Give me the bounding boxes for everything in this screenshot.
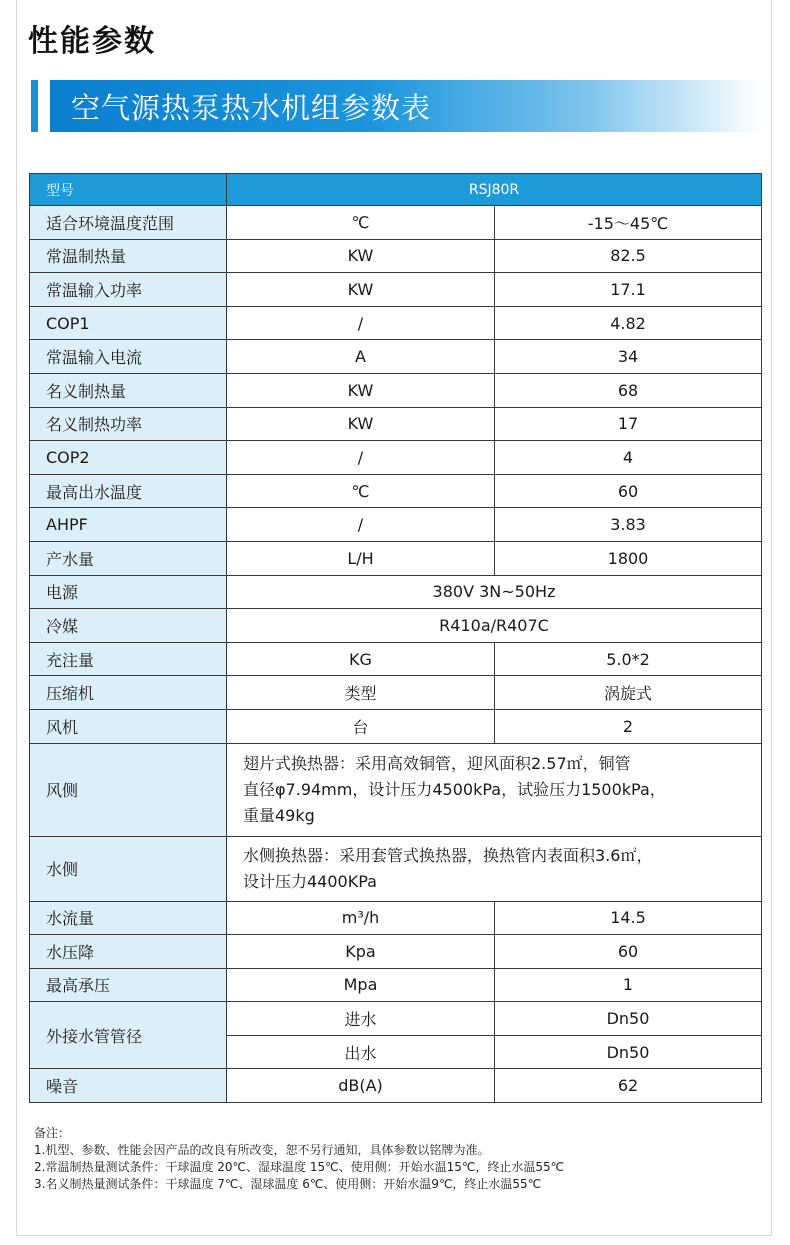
- row-label: 噪音: [30, 1069, 227, 1103]
- row-label: 最高出水温度: [30, 474, 227, 508]
- description-line: 重量49kg: [243, 805, 315, 825]
- row-label: 常温输入电流: [30, 340, 227, 374]
- table-row-water-side: [30, 836, 762, 901]
- row-value: 4: [495, 441, 762, 475]
- row-unit: 进水: [227, 1002, 495, 1036]
- row-unit: KW: [227, 373, 495, 407]
- table-row-air-side: [30, 743, 762, 836]
- row-unit: 类型: [227, 676, 495, 710]
- air-side-description: [227, 743, 762, 836]
- table-row: [30, 306, 762, 340]
- table-row-charge: [30, 642, 762, 676]
- row-value: 涡旋式: [495, 676, 762, 710]
- table-row: [30, 901, 762, 935]
- row-unit: KW: [227, 239, 495, 273]
- row-value: 34: [495, 340, 762, 374]
- row-value: 380V 3N~50Hz: [227, 575, 762, 609]
- row-label: 水侧: [30, 836, 227, 901]
- row-label: COP2: [30, 441, 227, 475]
- table-row-refrigerant: [30, 609, 762, 643]
- row-label: 外接水管管径: [30, 1002, 227, 1069]
- header-model-value: RSJ80R: [227, 174, 762, 206]
- table-row: [30, 508, 762, 542]
- row-value: 3.83: [495, 508, 762, 542]
- row-unit: KW: [227, 407, 495, 441]
- row-unit: L/H: [227, 541, 495, 575]
- notes-title: 备注：: [34, 1126, 71, 1140]
- footnotes: [34, 1125, 564, 1193]
- row-label: 常温制热量: [30, 239, 227, 273]
- description-line: 水侧换热器：采用套管式换热器，换热管内表面积3.6㎡，: [243, 845, 653, 865]
- row-value: 1800: [495, 541, 762, 575]
- row-unit: ℃: [227, 474, 495, 508]
- table-banner: [31, 80, 761, 132]
- note-item: 1.机型、参数、性能会因产品的改良有所改变，恕不另行通知，具体参数以铭牌为准。: [34, 1143, 490, 1157]
- row-label: 适合环境温度范围: [30, 206, 227, 240]
- note-item: 3.名义制热量测试条件：干球温度 7℃、湿球温度 6℃、使用侧：开始水温9℃，终止水温55℃: [34, 1177, 542, 1191]
- banner-accent-bar: [31, 80, 38, 132]
- row-value: 14.5: [495, 901, 762, 935]
- row-label: 常温输入功率: [30, 273, 227, 307]
- row-unit: 出水: [227, 1035, 495, 1069]
- water-side-description: [227, 836, 762, 901]
- row-unit: dB(A): [227, 1069, 495, 1103]
- row-value: Dn50: [495, 1035, 762, 1069]
- row-label: 充注量: [30, 642, 227, 676]
- row-unit: /: [227, 508, 495, 542]
- row-value: 62: [495, 1069, 762, 1103]
- table-row-fan: [30, 709, 762, 743]
- row-unit: /: [227, 441, 495, 475]
- table-row-noise: [30, 1069, 762, 1103]
- row-label: 冷媒: [30, 609, 227, 643]
- row-label: AHPF: [30, 508, 227, 542]
- row-label: 名义制热功率: [30, 407, 227, 441]
- table-row: [30, 340, 762, 374]
- description-line: 翅片式换热器：采用高效铜管，迎风面积2.57㎡，铜管: [243, 753, 631, 773]
- table-header-row: [30, 174, 762, 206]
- row-value: 60: [495, 474, 762, 508]
- row-value: 17: [495, 407, 762, 441]
- row-value: Dn50: [495, 1002, 762, 1036]
- spec-table: [29, 173, 762, 1103]
- row-label: 电源: [30, 575, 227, 609]
- table-row: [30, 441, 762, 475]
- row-unit: Kpa: [227, 935, 495, 969]
- row-label: 压缩机: [30, 676, 227, 710]
- table-row: [30, 373, 762, 407]
- row-label: 名义制热量: [30, 373, 227, 407]
- table-row: [30, 541, 762, 575]
- row-value: 68: [495, 373, 762, 407]
- row-unit: m³/h: [227, 901, 495, 935]
- row-label: 最高承压: [30, 968, 227, 1002]
- row-unit: 台: [227, 709, 495, 743]
- table-row-compressor: [30, 676, 762, 710]
- table-row-power: [30, 575, 762, 609]
- row-value: -15～45℃: [495, 206, 762, 240]
- note-item: 2.常温制热量测试条件：干球温度 20℃、湿球温度 15℃、使用侧：开始水温15℃，终止水温55℃: [34, 1160, 565, 1174]
- row-value: 1: [495, 968, 762, 1002]
- table-row: [30, 206, 762, 240]
- row-value: R410a/R407C: [227, 609, 762, 643]
- row-unit: ℃: [227, 206, 495, 240]
- row-label: 风机: [30, 709, 227, 743]
- row-value: 4.82: [495, 306, 762, 340]
- row-value: 82.5: [495, 239, 762, 273]
- row-value: 60: [495, 935, 762, 969]
- table-row: [30, 935, 762, 969]
- header-label: 型号: [30, 174, 227, 206]
- row-unit: A: [227, 340, 495, 374]
- row-label: 水流量: [30, 901, 227, 935]
- table-row: [30, 407, 762, 441]
- row-unit: KG: [227, 642, 495, 676]
- table-row-pipe-inlet: [30, 1002, 762, 1036]
- banner-title: 空气源热泵热水机组参数表: [71, 91, 432, 125]
- row-unit: /: [227, 306, 495, 340]
- row-value: 17.1: [495, 273, 762, 307]
- row-label: 风侧: [30, 743, 227, 836]
- table-row: [30, 273, 762, 307]
- row-unit: KW: [227, 273, 495, 307]
- row-label: 水压降: [30, 935, 227, 969]
- description-line: 直径φ7.94mm，设计压力4500kPa，试验压力1500kPa，: [243, 779, 666, 799]
- table-row: [30, 968, 762, 1002]
- description-line: 设计压力4400KPa: [243, 871, 377, 891]
- row-label: 产水量: [30, 541, 227, 575]
- row-unit: Mpa: [227, 968, 495, 1002]
- row-value: 5.0*2: [495, 642, 762, 676]
- row-label: COP1: [30, 306, 227, 340]
- table-row: [30, 239, 762, 273]
- row-value: 2: [495, 709, 762, 743]
- page-title: 性能参数: [28, 24, 156, 59]
- table-row: [30, 474, 762, 508]
